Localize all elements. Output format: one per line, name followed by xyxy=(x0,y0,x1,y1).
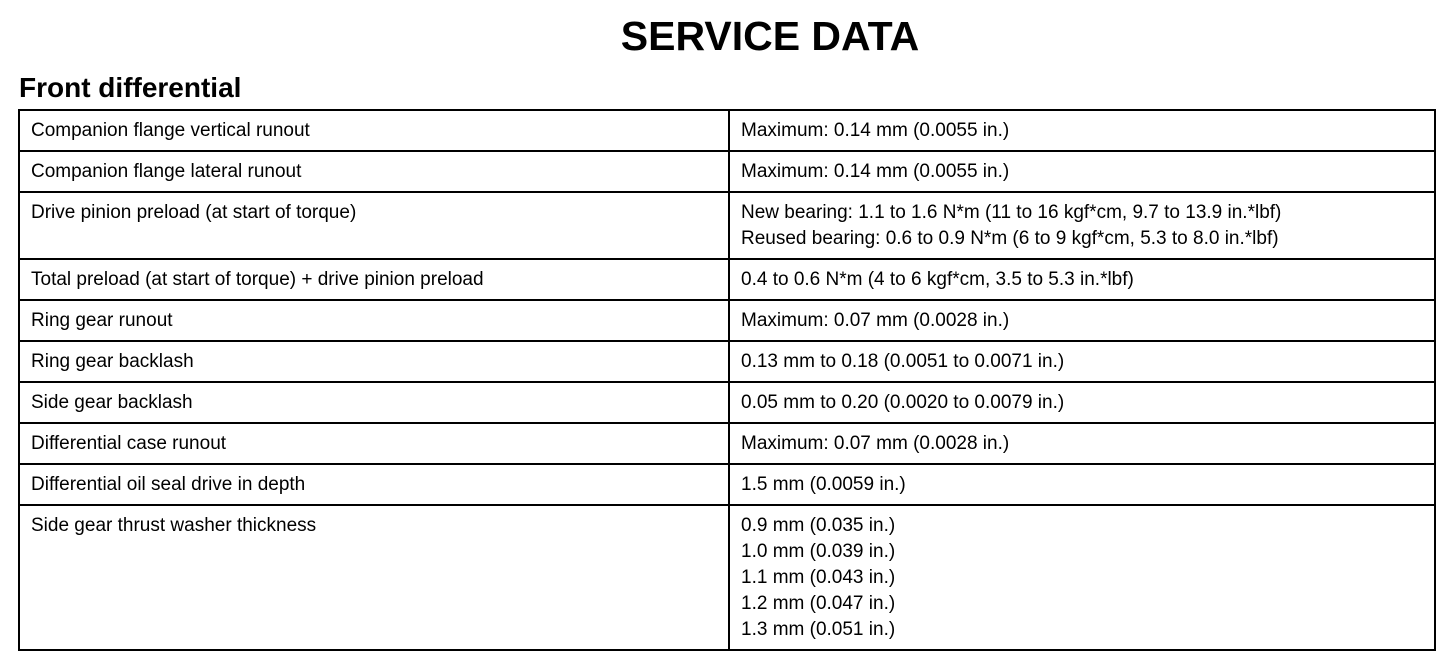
value-line: Maximum: 0.07 mm (0.0028 in.) xyxy=(741,433,1010,454)
value-cell xyxy=(729,110,1435,151)
parameter-cell: Differential oil seal drive in depth xyxy=(19,464,729,505)
service-data-table xyxy=(18,109,1436,651)
parameter-cell: Ring gear backlash xyxy=(19,341,729,382)
value-line: Maximum: 0.14 mm (0.0055 in.) xyxy=(741,120,1010,141)
parameter-cell: Companion flange vertical runout xyxy=(19,110,729,151)
value-cell xyxy=(729,192,1435,259)
value-cell xyxy=(729,259,1435,300)
value-cell xyxy=(729,382,1435,423)
table-row xyxy=(19,423,1435,464)
value-line: Reused bearing: 0.6 to 0.9 N*m (6 to 9 kgf*cm, 5.3 to 8.0 in.*lbf) xyxy=(741,228,1279,249)
parameter-cell: Differential case runout xyxy=(19,423,729,464)
value-cell xyxy=(729,505,1435,650)
value-cell xyxy=(729,464,1435,505)
value-cell xyxy=(729,300,1435,341)
value-line: 0.9 mm (0.035 in.) xyxy=(741,515,896,536)
parameter-cell: Side gear thrust washer thickness xyxy=(19,505,729,650)
value-line: 0.13 mm to 0.18 (0.0051 to 0.0071 in.) xyxy=(741,351,1065,372)
table-row xyxy=(19,300,1435,341)
table-row xyxy=(19,505,1435,650)
value-line: 1.0 mm (0.039 in.) xyxy=(741,541,896,562)
service-data-table-body xyxy=(19,110,1435,650)
page-title: SERVICE DATA xyxy=(620,13,920,59)
value-line: 1.1 mm (0.043 in.) xyxy=(741,567,896,588)
value-line: 1.5 mm (0.0059 in.) xyxy=(741,474,906,495)
value-line: New bearing: 1.1 to 1.6 N*m (11 to 16 kgf*cm, 9.7 to 13.9 in.*lbf) xyxy=(741,202,1282,223)
value-line: 1.2 mm (0.047 in.) xyxy=(741,593,896,614)
parameter-cell: Drive pinion preload (at start of torque) xyxy=(19,192,729,259)
parameter-cell: Side gear backlash xyxy=(19,382,729,423)
parameter-cell: Total preload (at start of torque) + drive pinion preload xyxy=(19,259,729,300)
value-line: Maximum: 0.07 mm (0.0028 in.) xyxy=(741,310,1010,331)
table-row xyxy=(19,192,1435,259)
parameter-cell: Companion flange lateral runout xyxy=(19,151,729,192)
parameter-cell: Ring gear runout xyxy=(19,300,729,341)
value-line: 0.05 mm to 0.20 (0.0020 to 0.0079 in.) xyxy=(741,392,1065,413)
value-cell xyxy=(729,151,1435,192)
section-title: Front differential xyxy=(19,72,242,103)
value-line: Maximum: 0.14 mm (0.0055 in.) xyxy=(741,161,1010,182)
value-cell xyxy=(729,341,1435,382)
table-row xyxy=(19,259,1435,300)
value-cell xyxy=(729,423,1435,464)
value-line: 1.3 mm (0.051 in.) xyxy=(741,619,896,640)
table-row xyxy=(19,341,1435,382)
value-line: 0.4 to 0.6 N*m (4 to 6 kgf*cm, 3.5 to 5.3 in.*lbf) xyxy=(741,269,1134,290)
table-row xyxy=(19,464,1435,505)
table-row xyxy=(19,151,1435,192)
table-row xyxy=(19,382,1435,423)
table-row xyxy=(19,110,1435,151)
